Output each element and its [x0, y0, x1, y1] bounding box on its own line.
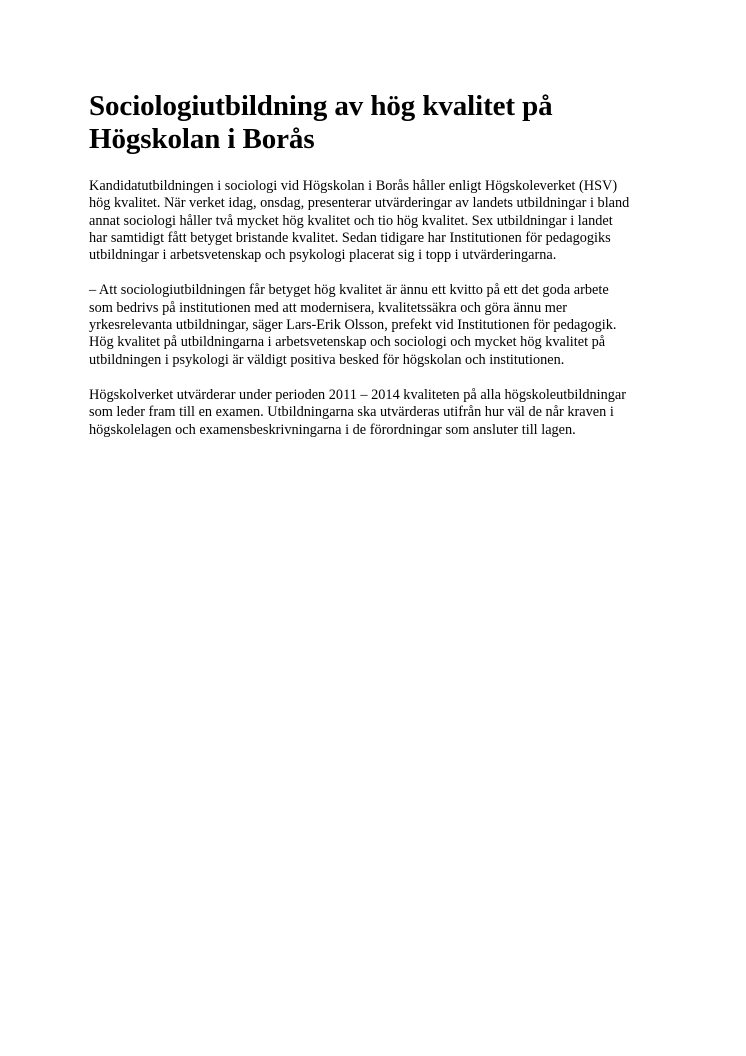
document-content: [89, 90, 664, 457]
text-line: annat sociologi håller två mycket hög kvalitet och tio hög kvalitet. Sex utbildningar i landet: [89, 212, 613, 229]
text-line: utbildningen i psykologi är väldigt positiva besked för högskolan och institutionen.: [89, 351, 565, 368]
paragraph-quote: [89, 282, 664, 368]
text-line: högskolelagen och examensbeskrivningarna i de förordningar som ansluter till lagen.: [89, 421, 576, 438]
text-line: – Att sociologiutbildningen får betyget hög kvalitet är ännu ett kvitto på ett det goda arbete: [89, 282, 609, 299]
text-line: som bedrivs på institutionen med att modernisera, kvalitetssäkra och göra ännu mer: [89, 299, 568, 316]
paragraph-intro: [89, 178, 664, 264]
document-title: [89, 90, 664, 156]
title-line: Sociologiutbildning av hög kvalitet på: [89, 90, 553, 122]
text-line: som leder fram till en examen. Utbildningarna ska utvärderas utifrån hur väl de når kraven i: [89, 404, 614, 421]
title-line: Högskolan i Borås: [89, 123, 315, 155]
article-body: [89, 178, 664, 439]
text-line: utbildningar i arbetsvetenskap och psykologi placerat sig i topp i utvärderingarna.: [89, 247, 557, 264]
text-line: har samtidigt fått betyget bristande kvalitet. Sedan tidigare har Institutionen för pedagogiks: [89, 229, 611, 246]
paragraph-evaluation: [89, 387, 664, 439]
text-line: Kandidatutbildningen i sociologi vid Högskolan i Borås håller enligt Högskoleverket (HSV): [89, 178, 618, 194]
text-line: Hög kvalitet på utbildningarna i arbetsvetenskap och sociologi och mycket hög kvalitet på: [89, 334, 606, 351]
text-line: hög kvalitet. När verket idag, onsdag, presenterar utvärderingar av landets utbildningar i bland: [89, 195, 630, 212]
text-line: Högskolverket utvärderar under perioden 2011 – 2014 kvaliteten på alla högskoleutbildningar: [89, 386, 627, 403]
text-line: yrkesrelevanta utbildningar, säger Lars-Erik Olsson, prefekt vid Institutionen för pedagogik.: [89, 317, 617, 334]
